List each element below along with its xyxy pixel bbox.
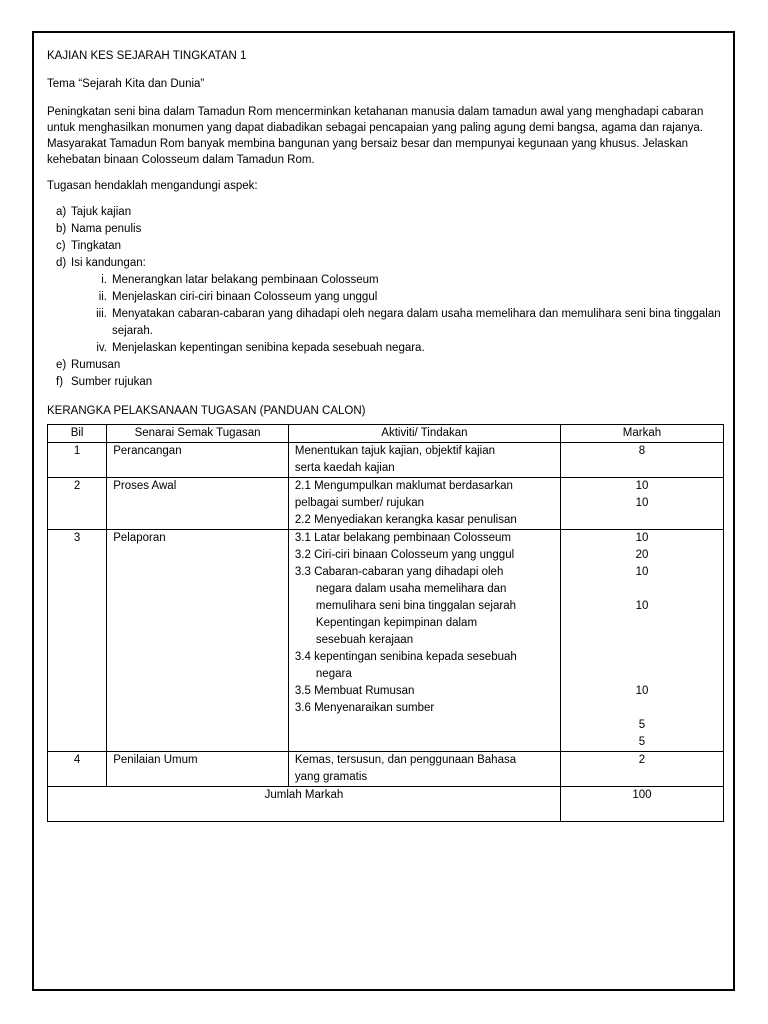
mark-value	[567, 615, 717, 632]
aspect-item	[47, 255, 727, 357]
mark-value: 10	[635, 497, 649, 509]
table-row	[48, 478, 724, 530]
activity-line: Kemas, tersusun, dan penggunaan Bahasa	[294, 754, 517, 766]
cell-markah	[560, 752, 723, 787]
header-bil: Bil	[48, 425, 107, 443]
sub-aspect-item	[47, 340, 727, 357]
activity-line: 3.6 Menyenaraikan sumber	[294, 702, 435, 714]
activity-line: 3.5 Membuat Rumusan	[294, 685, 415, 697]
cell-aktiviti	[288, 443, 560, 478]
aspect-text: Isi kandungan:	[71, 257, 146, 269]
mark-value: 8	[638, 445, 646, 457]
aspect-item	[47, 221, 727, 238]
mark-value: 10	[635, 685, 649, 697]
aspect-text: Nama penulis	[71, 223, 142, 235]
cell-markah	[560, 478, 723, 530]
table-total-row	[48, 787, 724, 822]
aspect-marker: a)	[56, 206, 67, 218]
sub-aspect-marker: i.	[101, 274, 107, 286]
sub-aspect-text: Menerangkan latar belakang pembinaan Colosseum	[112, 274, 379, 286]
sub-aspect-text: Menyatakan cabaran-cabaran yang dihadapi oleh negara dalam usaha memelihara dan memulihara seni bina tinggalan sejarah.	[112, 308, 721, 337]
header-senarai: Senarai Semak Tugasan	[107, 425, 289, 443]
table-header-row	[48, 425, 724, 443]
total-label: Jumlah Markah	[48, 787, 561, 822]
aspect-item	[47, 238, 727, 255]
cell-aktiviti	[288, 530, 560, 752]
aspect-text: Tajuk kajian	[71, 206, 132, 218]
aspect-item	[47, 204, 727, 221]
mark-value: 5	[638, 719, 646, 731]
activity-line: Menentukan tajuk kajian, objektif kajian	[294, 445, 495, 457]
aspects-intro: Tugasan hendaklah mengandungi aspek:	[47, 180, 258, 192]
mark-value: 20	[635, 549, 649, 561]
mark-value	[567, 632, 717, 649]
cell-senarai: Pelaporan	[107, 530, 289, 752]
aspect-item	[47, 357, 727, 374]
mark-value: 10	[635, 600, 649, 612]
aspect-list	[47, 204, 727, 391]
mark-value: 10	[635, 566, 649, 578]
activity-line: pelbagai sumber/ rujukan	[294, 497, 425, 509]
header-markah: Markah	[560, 425, 723, 443]
cell-bil: 1	[48, 443, 107, 478]
sub-aspect-marker: ii.	[98, 291, 107, 303]
table-row	[48, 752, 724, 787]
aspect-marker: f)	[56, 376, 64, 388]
aspect-text: Sumber rujukan	[71, 376, 153, 388]
sub-aspect-list	[47, 272, 727, 357]
activity-line: negara dalam usaha memelihara dan	[315, 583, 507, 595]
cell-senarai: Proses Awal	[107, 478, 289, 530]
cell-aktiviti	[288, 478, 560, 530]
mark-value	[567, 666, 717, 683]
cell-aktiviti	[288, 752, 560, 787]
aspect-text: Tingkatan	[71, 240, 122, 252]
mark-value: 10	[635, 532, 649, 544]
aspect-text: Rumusan	[71, 359, 121, 371]
table-row	[48, 443, 724, 478]
activity-line: 3.4 kepentingan senibina kepada sesebuah	[294, 651, 517, 663]
total-value: 100	[560, 787, 723, 822]
cell-bil: 3	[48, 530, 107, 752]
aspect-marker: b)	[56, 223, 67, 235]
document-title: KAJIAN KES SEJARAH TINGKATAN 1	[47, 50, 247, 62]
sub-aspect-text: Menjelaskan ciri-ciri binaan Colosseum yang unggul	[112, 291, 378, 303]
header-aktiviti: Aktiviti/ Tindakan	[288, 425, 560, 443]
cell-bil: 2	[48, 478, 107, 530]
sub-aspect-item	[47, 272, 727, 289]
activity-line: 2.1 Mengumpulkan maklumat berdasarkan	[294, 480, 513, 492]
cell-markah	[560, 443, 723, 478]
sub-aspect-marker: iii.	[96, 308, 107, 320]
theme-line: Tema “Sejarah Kita dan Dunia”	[47, 78, 205, 90]
document-page	[32, 31, 735, 991]
cell-markah	[560, 530, 723, 752]
activity-line: serta kaedah kajian	[294, 462, 395, 474]
mark-value	[567, 649, 717, 666]
cell-senarai: Penilaian Umum	[107, 752, 289, 787]
cell-bil: 4	[48, 752, 107, 787]
cell-senarai: Perancangan	[107, 443, 289, 478]
activity-line: yang gramatis	[294, 771, 368, 783]
mark-value: 5	[638, 736, 646, 748]
activity-line: negara	[315, 668, 352, 680]
activity-line: 3.3 Cabaran-cabaran yang dihadapi oleh	[294, 566, 504, 578]
activity-line: 3.2 Ciri-ciri binaan Colosseum yang unggul	[294, 549, 515, 561]
activity-line: Kepentingan kepimpinan dalam	[315, 617, 478, 629]
aspect-marker: d)	[56, 257, 67, 269]
mark-value	[567, 700, 717, 717]
document-content	[47, 48, 727, 822]
mark-value	[567, 581, 717, 598]
mark-value: 2	[638, 754, 646, 766]
aspect-marker: e)	[56, 359, 67, 371]
activity-line: 3.1 Latar belakang pembinaan Colosseum	[294, 532, 511, 544]
activity-line: memulihara seni bina tinggalan sejarah	[315, 600, 516, 612]
aspect-item	[47, 374, 727, 391]
framework-table	[47, 424, 724, 822]
table-row	[48, 530, 724, 752]
sub-aspect-text: Menjelaskan kepentingan senibina kepada sesebuah negara.	[112, 342, 425, 354]
sub-aspect-marker: iv.	[96, 342, 107, 354]
activity-line: 2.2 Menyediakan kerangka kasar penulisan	[294, 514, 517, 526]
sub-aspect-item	[47, 306, 727, 340]
aspect-marker: c)	[56, 240, 66, 252]
mark-value: 10	[635, 480, 649, 492]
sub-aspect-item	[47, 289, 727, 306]
framework-heading: KERANGKA PELAKSANAAN TUGASAN (PANDUAN CALON)	[47, 405, 366, 417]
case-paragraph: Peningkatan seni bina dalam Tamadun Rom mencerminkan ketahanan manusia dalam tamadun awal yang menghadapi cabaran untuk menghasilkan monumen yang dapat diabadikan sebagai pencapaian yang paling agung demi bangsa, agama dan rajanya. Masyarakat Tamadun Rom banyak membina bangunan yang bersaiz besar dan mempunyai kegunaan yang khusus. Jelaskan kehebatan binaan Colosseum dalam Tamadun Rom.	[47, 106, 704, 166]
activity-line: sesebuah kerajaan	[315, 634, 414, 646]
